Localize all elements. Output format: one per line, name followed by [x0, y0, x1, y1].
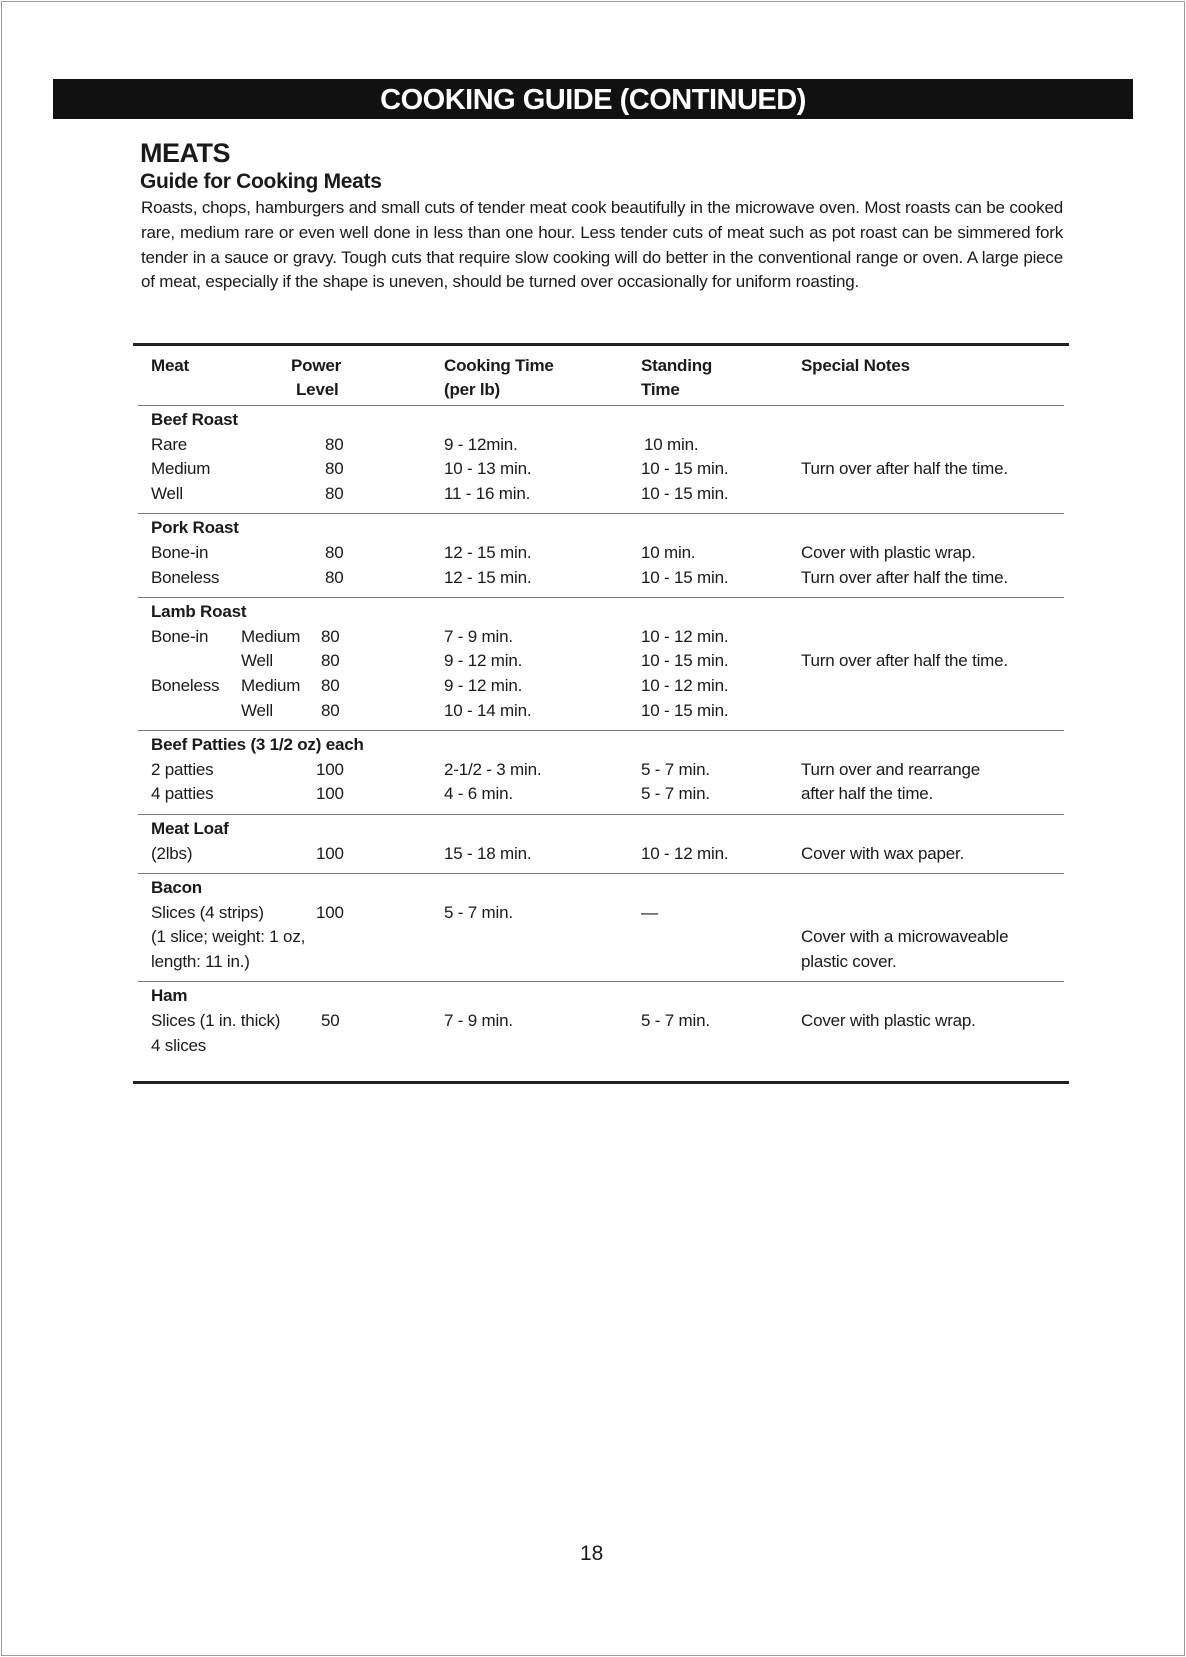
cell-note: Turn over after half the time.	[801, 459, 1008, 479]
cell-meat: Medium	[151, 459, 211, 479]
col-cooking-time-2: (per lb)	[444, 380, 501, 399]
group-title: Lamb Roast	[151, 602, 247, 622]
cell-note: Cover with a microwaveable	[801, 927, 1009, 947]
cell-standing-time: 5 - 7 min.	[641, 784, 710, 804]
cell-cooking-time: 12 - 15 min.	[444, 567, 532, 587]
cell-cooking-time: 4 - 6 min.	[444, 784, 513, 804]
cell-standing-time: 10 - 15 min.	[641, 651, 729, 671]
cell-meat: Slices (4 strips)	[151, 902, 264, 922]
col-standing: Standing	[641, 356, 713, 375]
cell-standing-time: 10 - 12 min.	[641, 675, 729, 695]
col-power-2: Level	[296, 380, 339, 399]
cell-meat: (1 slice; weight: 1 oz,	[151, 927, 306, 947]
cell-note: Turn over and rearrange	[801, 759, 981, 779]
table-row	[138, 950, 1064, 975]
cell-cooking-time: 5 - 7 min.	[444, 902, 513, 922]
cell-note: Cover with plastic wrap.	[801, 542, 976, 562]
cell-power: 80	[325, 434, 344, 454]
cell-meat: Boneless	[151, 567, 220, 587]
cell-cooking-time: 11 - 16 min.	[444, 483, 531, 503]
cell-meat: 4 patties	[151, 784, 214, 804]
subtitle: Guide for Cooking Meats	[140, 170, 382, 193]
table-row	[138, 782, 1064, 807]
cell-power: 80	[325, 483, 344, 503]
table-row	[138, 541, 1064, 566]
cell-standing-time: 10 - 15 min.	[641, 483, 729, 503]
cell-power: 100	[316, 902, 344, 922]
group-title: Beef Roast	[151, 410, 238, 429]
cell-meat: (2lbs)	[151, 843, 193, 863]
cell-power: 80	[321, 626, 340, 646]
cell-standing-time: —	[641, 902, 658, 922]
table-row	[138, 457, 1064, 482]
table-row	[138, 925, 1064, 950]
table-group	[138, 598, 1064, 731]
col-cooking-time: Cooking Time	[444, 356, 554, 375]
cell-standing-time: 10 - 15 min.	[641, 567, 729, 587]
cell-standing-time: 10 - 12 min.	[641, 843, 729, 863]
cell-power: 100	[316, 784, 344, 804]
cell-power: 80	[321, 675, 340, 695]
table-header	[138, 346, 1064, 406]
cell-cooking-time: 9 - 12 min.	[444, 675, 523, 695]
cell-cooking-time: 9 - 12min.	[444, 434, 518, 454]
cell-note: Turn over after half the time.	[801, 651, 1008, 671]
section-title: MEATS	[140, 138, 230, 168]
group-title: Meat Loaf	[151, 818, 229, 838]
cell-doneness: Well	[241, 700, 273, 720]
cell-cooking-time: 10 - 13 min.	[444, 459, 532, 479]
cell-standing-time: 5 - 7 min.	[641, 1011, 710, 1031]
col-power: Power	[291, 356, 342, 375]
group-title: Ham	[151, 986, 188, 1006]
table-group	[138, 731, 1064, 815]
table-group	[138, 874, 1064, 982]
cell-standing-time: 10 - 15 min.	[641, 700, 729, 720]
col-standing-2: Time	[641, 380, 680, 399]
table-group	[138, 815, 1064, 874]
page-header: COOKING GUIDE (CONTINUED)	[53, 79, 1133, 119]
cell-cooking-time: 7 - 9 min.	[444, 1011, 513, 1031]
table-row	[138, 901, 1064, 926]
cell-cooking-time: 15 - 18 min.	[444, 843, 532, 863]
cell-note: Cover with plastic wrap.	[801, 1011, 976, 1031]
cell-standing-time: 10 - 15 min.	[641, 459, 729, 479]
cell-cooking-time: 7 - 9 min.	[444, 626, 513, 646]
cell-power: 80	[325, 567, 344, 587]
cell-standing-time: 5 - 7 min.	[641, 759, 710, 779]
cell-cooking-time: 9 - 12 min.	[444, 651, 523, 671]
page-number: 18	[580, 1542, 604, 1565]
cell-note: Cover with wax paper.	[801, 843, 965, 863]
cell-meat: 2 patties	[151, 759, 214, 779]
table-row	[138, 649, 1064, 674]
cell-power: 100	[316, 843, 344, 863]
table-row	[138, 842, 1064, 867]
cell-doneness: Medium	[241, 675, 301, 695]
cell-note: plastic cover.	[801, 951, 897, 971]
cell-cooking-time: 12 - 15 min.	[444, 542, 532, 562]
table-row	[138, 758, 1064, 783]
table-row	[138, 625, 1064, 650]
cell-meat: Bone-in	[151, 542, 209, 562]
cell-meat: Rare	[151, 434, 188, 454]
group-title: Beef Patties (3 1/2 oz) each	[151, 735, 364, 755]
cell-note: after half the time.	[801, 784, 934, 804]
cell-power: 80	[325, 459, 344, 479]
cell-power: 50	[321, 1011, 340, 1031]
table-group	[138, 982, 1064, 1065]
cell-power: 80	[325, 542, 344, 562]
cell-power: 80	[321, 651, 340, 671]
table-row	[138, 482, 1064, 507]
cell-meat: Slices (1 in. thick)	[151, 1011, 281, 1031]
table-row	[138, 699, 1064, 724]
cell-standing-time: 10 - 12 min.	[641, 626, 729, 646]
cell-doneness: Well	[241, 651, 273, 671]
cell-power: 80	[321, 700, 340, 720]
cell-meat: length: 11 in.)	[151, 951, 250, 971]
cell-cooking-time: 10 - 14 min.	[444, 700, 532, 720]
group-title: Pork Roast	[151, 518, 239, 538]
cell-meat: Bone-in	[151, 626, 209, 646]
col-meat: Meat	[151, 356, 189, 375]
table-group	[138, 406, 1064, 514]
table-row	[138, 433, 1064, 458]
table-row	[138, 1034, 1064, 1059]
table-row	[138, 1009, 1064, 1034]
cell-cooking-time: 2-1/2 - 3 min.	[444, 759, 542, 779]
cell-meat: Boneless	[151, 675, 220, 695]
cell-doneness: Medium	[241, 626, 301, 646]
cooking-table	[133, 343, 1069, 1084]
cell-meat: 4 slices	[151, 1035, 207, 1055]
table-row	[138, 674, 1064, 699]
group-title: Bacon	[151, 878, 202, 898]
col-notes: Special Notes	[801, 356, 910, 375]
table-group	[138, 514, 1064, 598]
cell-meat: Well	[151, 483, 183, 503]
cell-note: Turn over after half the time.	[801, 567, 1008, 587]
cell-standing-time: 10 min.	[644, 434, 699, 454]
table-row	[138, 566, 1064, 591]
cell-power: 100	[316, 759, 344, 779]
cell-standing-time: 10 min.	[641, 542, 696, 562]
intro-paragraph: Roasts, chops, hamburgers and small cuts of tender meat cook beautifully in the microwave oven. Most roasts can be cooked rare, medium rare or even well done in less than one hour. Less tender cuts of meat such as pot roast can be simmered fork tender in a sauce or gravy. Tough cuts that require slow cooking will do better in the conventional range or oven. A large piece of meat, especially if the shape is uneven, should be turned over occasionally for uniform roasting.	[141, 198, 1063, 292]
